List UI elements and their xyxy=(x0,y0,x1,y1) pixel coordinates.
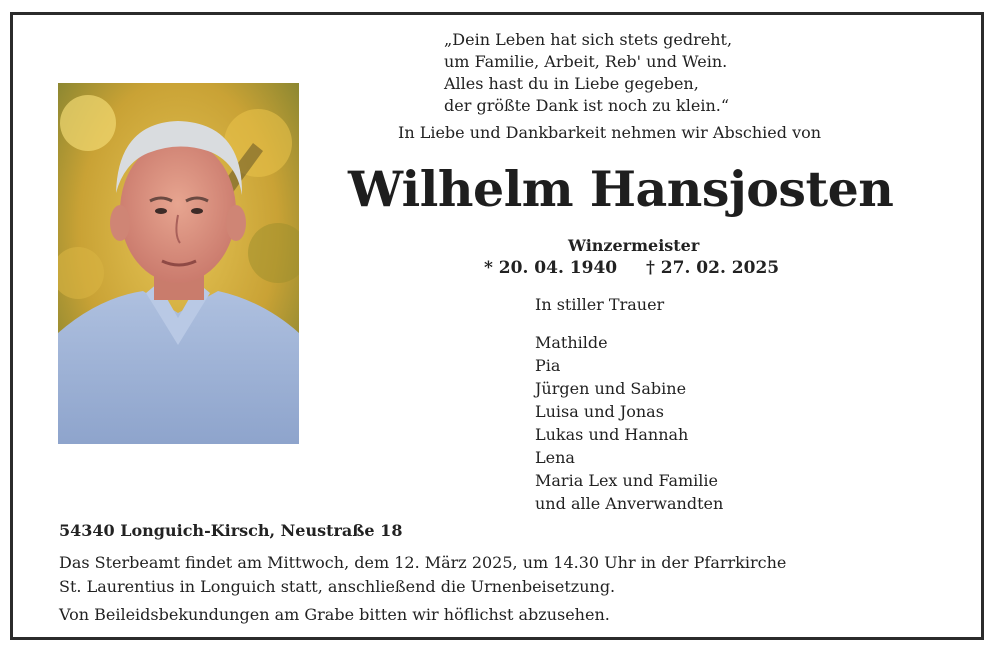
mourners-list xyxy=(535,331,723,515)
mourner-item: Lukas und Hannah xyxy=(535,425,689,444)
quote-block xyxy=(444,29,732,117)
quote-line: Alles hast du in Liebe gegeben, xyxy=(444,74,699,93)
deceased-profession: Winzermeister xyxy=(568,236,700,255)
death-date: † 27. 02. 2025 xyxy=(646,258,780,278)
mourner-item: Maria Lex und Familie xyxy=(535,471,718,490)
condolence-request: Von Beileidsbekundungen am Grabe bitten wir höflichst abzusehen. xyxy=(59,605,610,624)
deceased-name: Wilhelm Hansjosten xyxy=(348,160,894,218)
mourner-item: Mathilde xyxy=(535,333,608,352)
mourning-label: In stiller Trauer xyxy=(535,295,665,314)
service-line: St. Laurentius in Longuich statt, anschließend die Urnenbeisetzung. xyxy=(59,577,616,596)
family-address: 54340 Longuich-Kirsch, Neustraße 18 xyxy=(59,521,403,540)
mourner-item: Luisa und Jonas xyxy=(535,402,664,421)
portrait-illustration xyxy=(58,83,299,444)
mourner-item: und alle Anverwandten xyxy=(535,494,724,513)
quote-line: um Familie, Arbeit, Reb' und Wein. xyxy=(444,52,728,71)
birth-date: * 20. 04. 1940 xyxy=(484,258,618,278)
service-line: Das Sterbeamt findet am Mittwoch, dem 12. März 2025, um 14.30 Uhr in der Pfarrkirche xyxy=(59,553,787,572)
service-info xyxy=(59,551,786,599)
portrait-photo xyxy=(58,83,299,444)
farewell-intro: In Liebe und Dankbarkeit nehmen wir Abschied von xyxy=(398,123,822,142)
mourner-item: Jürgen und Sabine xyxy=(535,379,687,398)
mourner-item: Pia xyxy=(535,356,561,375)
quote-line: der größte Dank ist noch zu klein.“ xyxy=(444,96,730,115)
quote-line: „Dein Leben hat sich stets gedreht, xyxy=(444,30,733,49)
mourner-item: Lena xyxy=(535,448,575,467)
